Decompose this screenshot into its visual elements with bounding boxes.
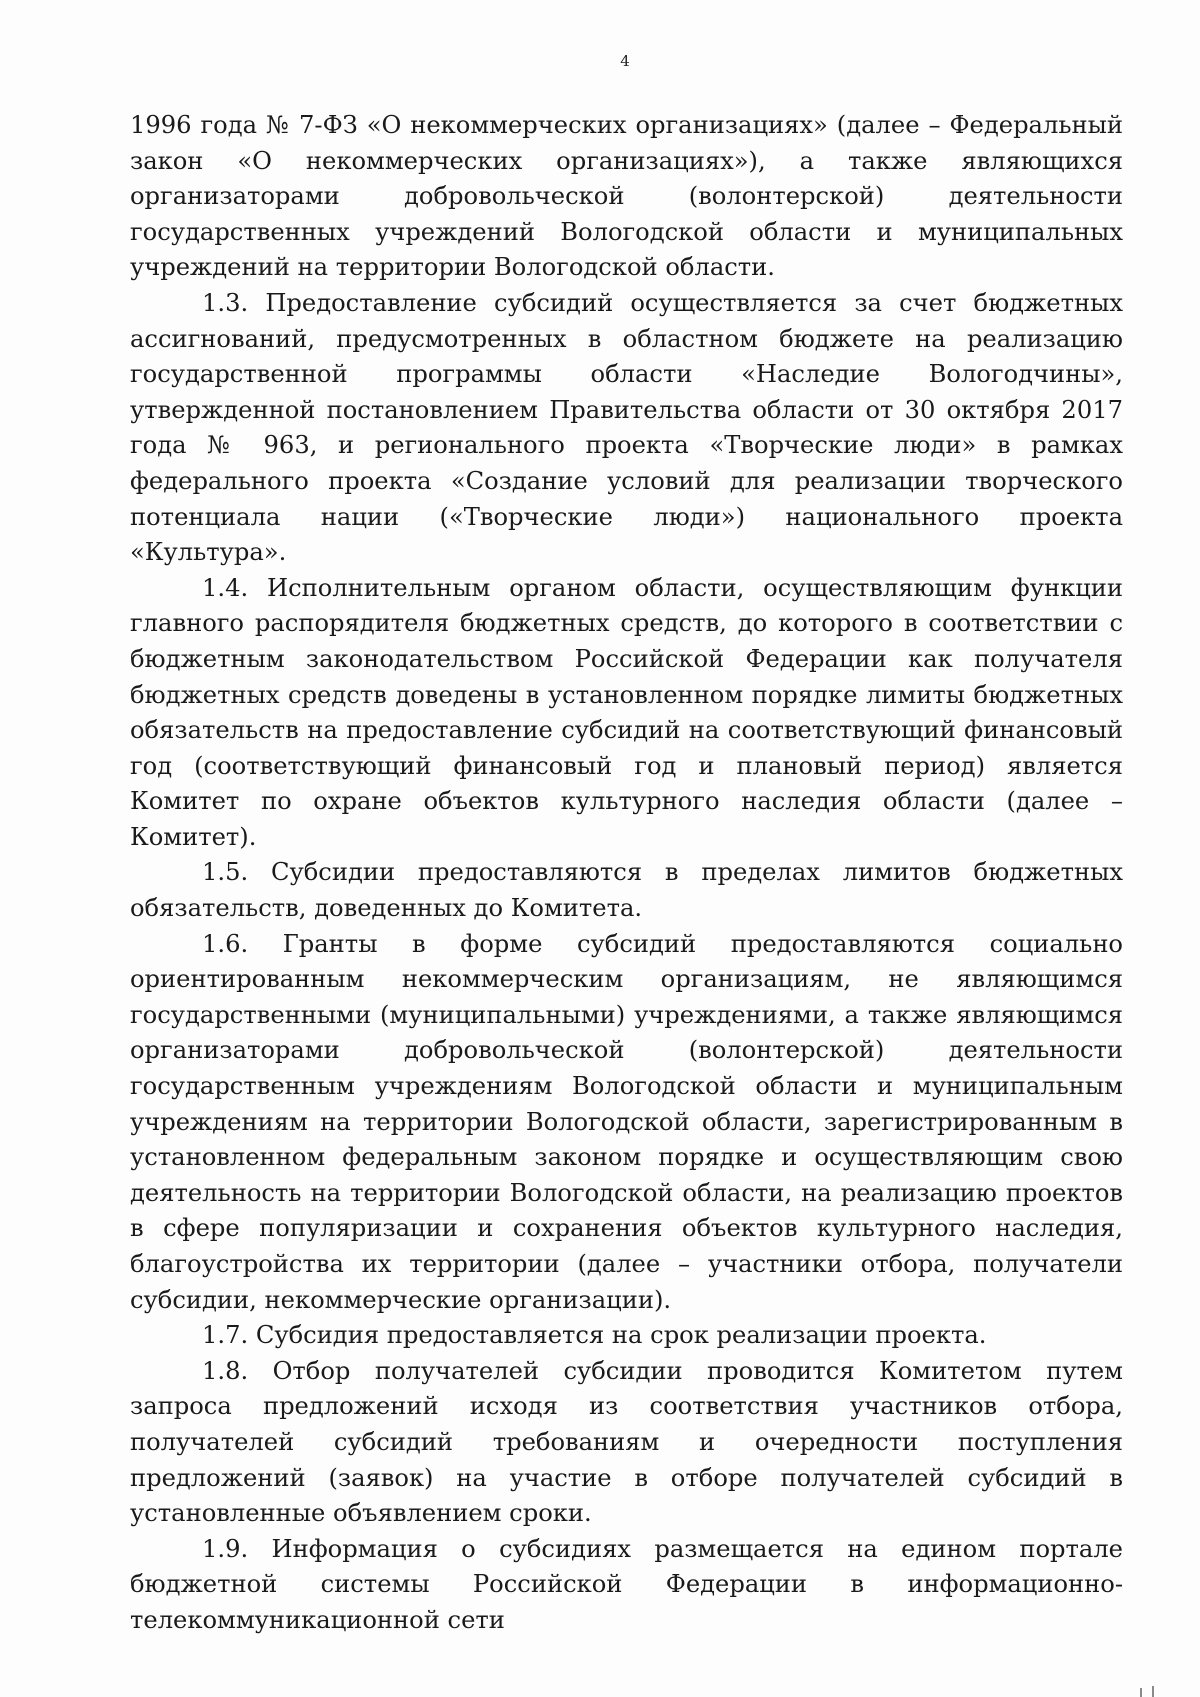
document-body [130, 108, 1123, 1639]
paragraph-1-8: 1.8. Отбор получателей субсидии проводится Комитетом путем запроса предложений исходя из соответствия участников отбора, получателей субсидий требованиям и очередности поступления предложений (заявок) на участие в отборе получателей субсидий в установленные объявлением сроки. [130, 1356, 1123, 1528]
paragraph-1-4: 1.4. Исполнительным органом области, осуществляющим функции главного распорядителя бюджетных средств, до которого в соответствии с бюджетным законодательством Российской Федерации как получателя бюджетных средств доведены в установленном порядке лимиты бюджетных обязательств на предоставление субсидий на соответствующий финансовый год (соответствующий финансовый год и плановый период) является Комитет по охране объектов культурного наследия области (далее – Комитет). [130, 573, 1123, 851]
paragraph-1-5: 1.5. Субсидии предоставляются в пределах лимитов бюджетных обязательств, доведенных до Комитета. [130, 858, 1123, 923]
paragraph-1-7: 1.7. Субсидия предоставляется на срок реализации проекта. [202, 1321, 987, 1350]
paragraph-1-3: 1.3. Предоставление субсидий осуществляется за счет бюджетных ассигнований, предусмотренных в областном бюджете на реализацию государственной программы области «Наследие Вологодчины», утвержденной постановлением Правительства области от 30 октября 2017 года № 963, и регионального проекта «Творческие люди» в рамках федерального проекта «Создание условий для реализации творческого потенциала нации («Творческие люди») национального проекта «Культура». [130, 288, 1123, 567]
paragraph-1-9: 1.9. Информация о субсидиях размещается на едином портале бюджетной системы Российской Федерации в информационно-телекоммуникационной сети [130, 1534, 1123, 1634]
scan-mark [1140, 1688, 1142, 1697]
paragraph-1-6: 1.6. Гранты в форме субсидий предоставляются социально ориентированным некоммерческим организациям, не являющимся государственными (муниципальными) учреждениями, а также являющимся организаторами добровольческой (волонтерской) деятельности государственным учреждениям Вологодской области и муниципальным учреждениям на территории Вологодской области, зарегистрированным в установленном федеральным законом порядке и осуществляющим свою деятельность на территории Вологодской области, на реализацию проектов в сфере популяризации и сохранения объектов культурного наследия, благоустройства их территории (далее – участники отбора, получатели субсидии, некоммерческие организации). [130, 929, 1123, 1314]
scan-mark [1152, 1686, 1154, 1697]
page-number: 4 [620, 52, 630, 70]
paragraph-continuation: 1996 года № 7-ФЗ «О некоммерческих организациях» (далее – Федеральный закон «О некоммерческих организациях»), а также являющихся организаторами добровольческой (волонтерской) деятельности государственных учреждений Вологодской области и муниципальных учреждений на территории Вологодской области. [130, 111, 1123, 282]
